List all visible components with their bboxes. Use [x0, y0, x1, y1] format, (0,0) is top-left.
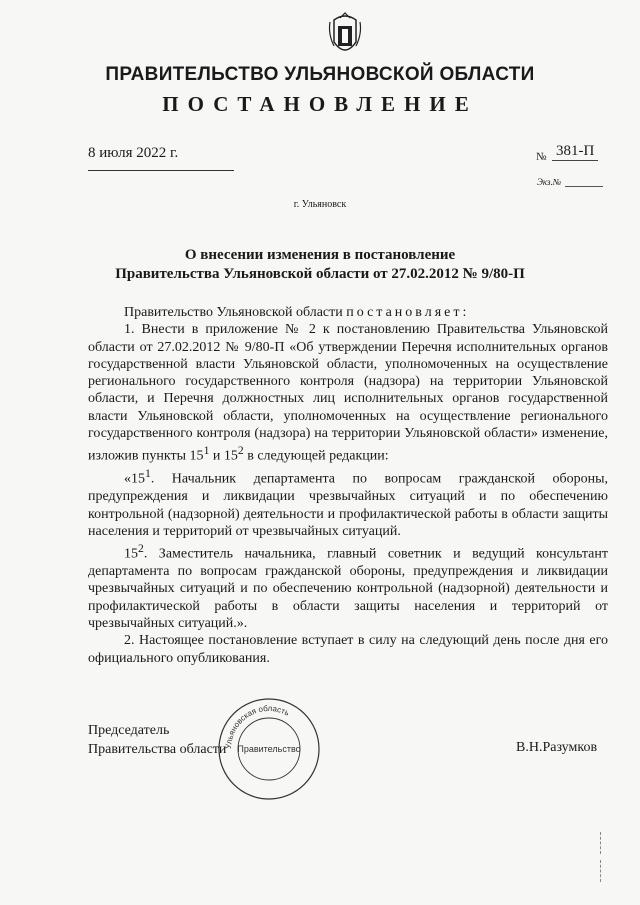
government-title: ПРАВИТЕЛЬСТВО УЛЬЯНОВСКОЙ ОБЛАСТИ [105, 64, 535, 85]
paragraph-1-mid: и 15 [209, 449, 238, 465]
document-body [88, 304, 608, 667]
intro-paragraph [88, 304, 608, 321]
superscript: 2 [237, 444, 244, 458]
superscript: 1 [203, 444, 210, 458]
signatory-title-line-2: Правительства области [88, 742, 227, 757]
quoted-item-1-text: . Начальник департамента по вопросам гражданской обороны, предупреждения и ликвидации чрезвычайных ситуаций и по обеспечению контрольной (надзорной) деятельности и профилактической работы в области защиты населения и территорий от чрезвычайных ситуаций. [88, 471, 608, 539]
signatory-title [88, 721, 226, 759]
seal-ring-text: Ульяновская область [223, 703, 291, 750]
document-subject [100, 246, 540, 284]
margin-mark [600, 860, 602, 882]
number-label: № [536, 151, 547, 163]
copy-number-label: Экз.№ [537, 177, 562, 187]
coat-of-arms-icon [326, 12, 364, 62]
paragraph-2: 2. Настоящее постановление вступает в силу на следующий день после дня его официального опубликования. [88, 633, 608, 666]
superscript: 1 [145, 467, 151, 481]
quoted-item-2-text: . Заместитель начальника, главный советник и ведущий консультант департамента по вопросам гражданской обороны, предупреждения и ликвидации чрезвычайных ситуаций и по обеспечению контрольной (надзорной) деятельности и профилактической работы в области защиты населения и территорий от чрезвычайных ситуаций.». [88, 546, 608, 632]
margin-mark [600, 832, 602, 854]
official-seal-icon [216, 696, 322, 802]
paragraph-1-start: 1. Внести в приложение № 2 к постановлению Правительства Ульяновской области от 27.02.2012 № 9/80-П «Об утверждении Перечня исполнительных органов государственной власти Ульяновской области, уполномоченных на осуществление регионального государственного контроля (надзора) на территории Ульяновской области, и Перечня должностных лиц исполнительных органов государственной власти Ульяновской области, уполномоченных на осуществление регионального государственного контроля (надзора) на территории Ульяновской области» изменение, изложив пункты 15 [88, 322, 608, 465]
paragraph-1-end: в следующей редакции: [243, 449, 389, 465]
quoted-item-2-number: 15 [124, 546, 138, 562]
date-underline [88, 170, 234, 171]
quoted-item-1 [88, 465, 608, 540]
seal-center-text: Правительство [237, 744, 301, 754]
intro-text: Правительство Ульяновской области [124, 305, 343, 320]
quoted-item-2 [88, 540, 608, 632]
paragraph-1 [88, 321, 608, 465]
signatory-title-line-1: Председатель [88, 723, 170, 738]
document-type: ПОСТАНОВЛЕНИЕ [162, 92, 478, 116]
subject-line-2: Правительства Ульяновской области от 27.02.2012 № 9/80-П [115, 266, 525, 282]
copy-number-line [565, 186, 603, 187]
superscript: 2 [138, 542, 144, 556]
signatory-name: В.Н.Разумков [516, 740, 598, 755]
document-number: 381-П [552, 143, 598, 161]
document-date: 8 июля 2022 г. [88, 145, 179, 161]
intro-decree: постановляет: [346, 305, 470, 320]
subject-line-1: О внесении изменения в постановление [184, 247, 456, 263]
quoted-item-1-number: «15 [124, 471, 145, 487]
city: г. Ульяновск [293, 199, 347, 210]
